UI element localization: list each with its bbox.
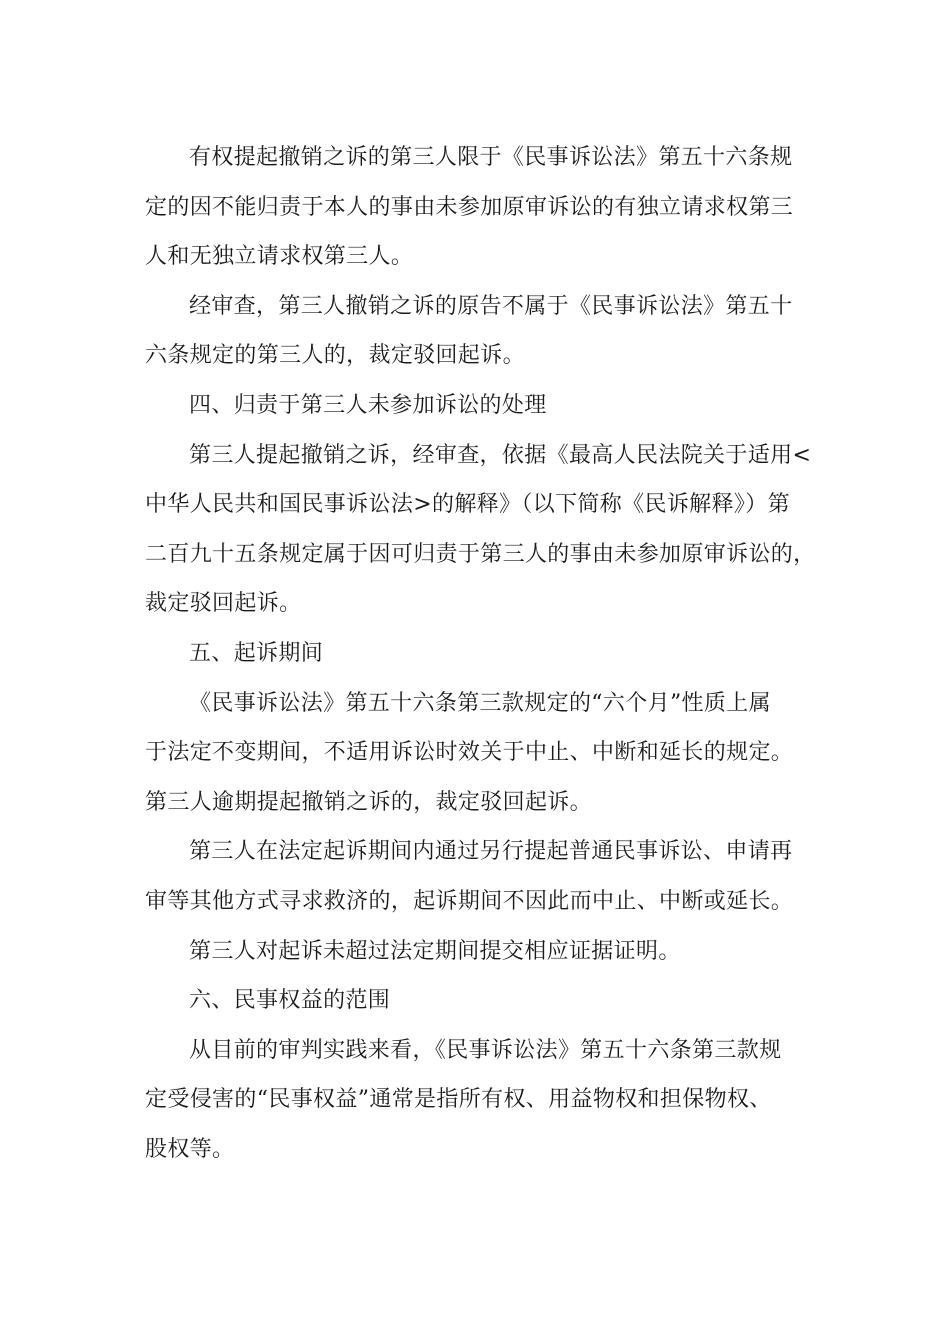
paragraph-evidence bbox=[145, 927, 825, 977]
section-heading-6 bbox=[145, 976, 825, 1026]
heading-text: 四、归责于第三人未参加诉讼的处理 bbox=[189, 392, 547, 418]
paragraph-civil-rights-scope bbox=[145, 1026, 825, 1175]
text-line: 有权提起撤销之诉的第三人限于《民事诉讼法》第五十六条规 bbox=[189, 145, 793, 170]
text-line: 于法定不变期间，不适用诉讼时效关于中止、中断和延长的规定。 bbox=[145, 740, 794, 766]
text-line: 第三人提起撤销之诉，经审查，依据《最高人民法院关于适用< bbox=[189, 442, 812, 468]
text-line: 《民事诉讼法》第五十六条第三款规定的“六个月”性质上属 bbox=[189, 690, 771, 716]
heading-text: 五、起诉期间 bbox=[189, 640, 324, 666]
paragraph-third-party-scope bbox=[145, 133, 825, 282]
text-line: 第三人在法定起诉期间内通过另行提起普通民事诉讼、申请再 bbox=[189, 839, 793, 865]
text-line: 六条规定的第三人的，裁定驳回起诉。 bbox=[145, 343, 525, 369]
text-line: 人和无独立请求权第三人。 bbox=[145, 244, 414, 270]
text-line: 第三人对起诉未超过法定期间提交相应证据证明。 bbox=[189, 938, 681, 964]
text-line: 定受侵害的“民事权益”通常是指所有权、用益物权和担保物权、 bbox=[145, 1087, 772, 1113]
text-line: 定的因不能归责于本人的事由未参加原审诉讼的有独立请求权第三 bbox=[145, 194, 794, 220]
paragraph-six-months bbox=[145, 679, 825, 828]
text-line: 中华人民共和国民事诉讼法>的解释》（以下简称《民诉解释》）第 bbox=[145, 492, 790, 518]
paragraph-review-dismissal bbox=[145, 282, 825, 381]
text-line: 裁定驳回起诉。 bbox=[145, 591, 302, 617]
paragraph-other-remedies bbox=[145, 827, 825, 926]
text-line: 股权等。 bbox=[145, 1136, 235, 1162]
paragraph-attributable-fault bbox=[145, 431, 825, 629]
section-heading-4 bbox=[145, 381, 825, 431]
document-body bbox=[145, 133, 825, 1174]
text-line: 从目前的审判实践来看，《民事诉讼法》第五十六条第三款规 bbox=[189, 1037, 782, 1063]
section-heading-5 bbox=[145, 629, 825, 679]
text-line: 审等其他方式寻求救济的，起诉期间不因此而中止、中断或延长。 bbox=[145, 888, 794, 914]
heading-text: 六、民事权益的范围 bbox=[189, 988, 391, 1014]
text-line: 二百九十五条规定属于因可归责于第三人的事由未参加原审诉讼的， bbox=[145, 541, 816, 567]
text-line: 经审查，第三人撤销之诉的原告不属于《民事诉讼法》第五十 bbox=[189, 293, 793, 319]
text-line: 第三人逾期提起撤销之诉的，裁定驳回起诉。 bbox=[145, 789, 593, 815]
